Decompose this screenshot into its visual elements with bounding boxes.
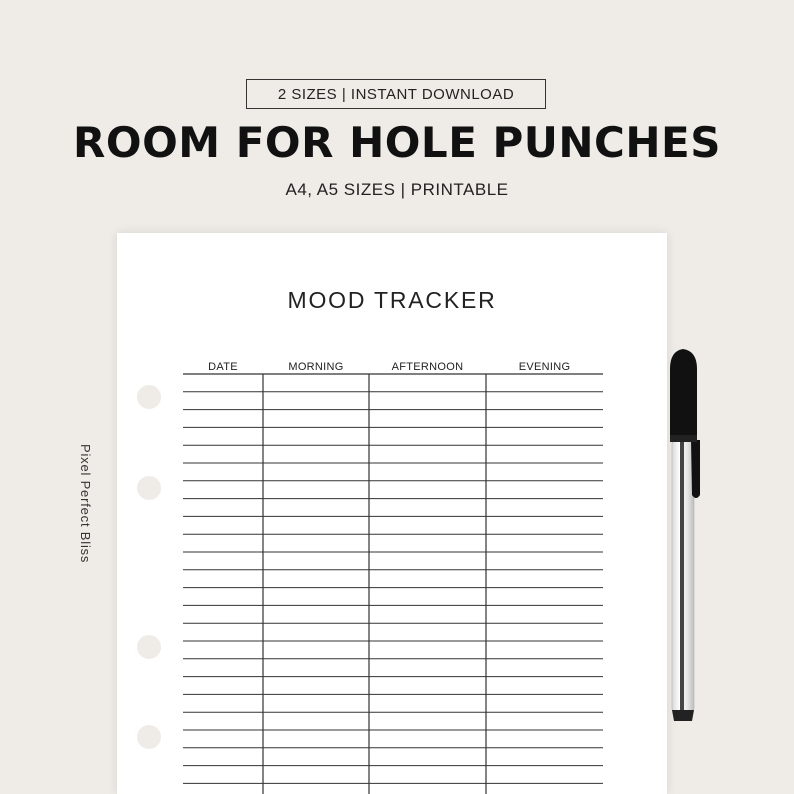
- headline: ROOM FOR HOLE PUNCHES: [73, 118, 721, 167]
- column-header-date: DATE: [208, 361, 238, 373]
- planner-sheet: [117, 233, 667, 794]
- column-header-evening: EVENING: [518, 361, 571, 373]
- pen-icon: [660, 345, 720, 730]
- column-header-afternoon: AFTERNOON: [391, 361, 464, 373]
- sheet-title: MOOD TRACKER: [287, 287, 497, 313]
- subline: A4, A5 SIZES | PRINTABLE: [285, 180, 509, 199]
- size-badge: 2 SIZES | INSTANT DOWNLOAD: [246, 79, 546, 109]
- brand-label: Pixel Perfect Bliss: [78, 444, 93, 564]
- tracker-table: [117, 233, 667, 794]
- column-header-morning: MORNING: [288, 361, 344, 373]
